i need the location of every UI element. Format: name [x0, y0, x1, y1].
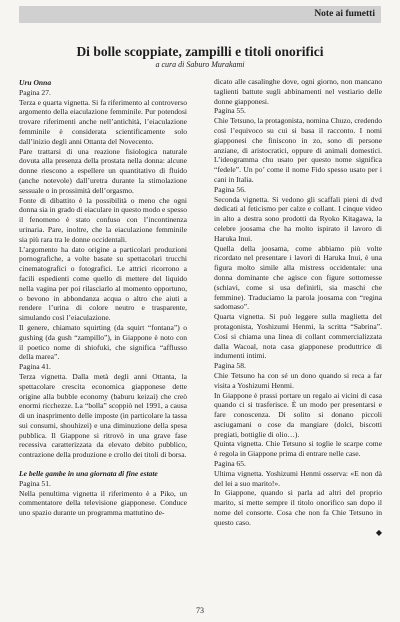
body-paragraph: Pagina 65. — [214, 459, 246, 469]
body-paragraph: In Giappone, quando si parla ad altri del proprio marito, si mette sempre il titolo onorifico san dopo il nome del consorte. Cosa che non fa Chie Tetsuno in questo caso. — [214, 488, 382, 527]
body-paragraph: Quinta vignetta. Chie Tetsuno si toglie le scarpe come è regola in Giappone prima di entrare nelle case. — [214, 439, 382, 459]
page-number: 73 — [196, 606, 204, 615]
left-text-column — [19, 78, 187, 518]
body-paragraph: Pagina 56. — [214, 184, 246, 194]
running-header-bar — [19, 6, 381, 23]
body-paragraph: Il genere, chiamato squirting (da squirt “fontana”) o gushing (da gush “zampillo”), in Giappone è noto con il poetico nome di shiofuki, che significa “afflusso della marea”. — [19, 322, 187, 362]
section-heading: Le belle gambe in una giornata di fine estate — [19, 469, 158, 479]
body-paragraph: Pagina 55. — [214, 106, 246, 116]
section-heading: Uru Onna — [19, 78, 52, 87]
end-of-article-icon: ◆ — [375, 527, 382, 537]
body-paragraph: Quella della joosama, come abbiamo più volte ricordato nel presentare i lavori di Haruka Inui, è una figura molto simile alla mistress occidentale: una donna dominante che agisce con figure sottomesse (schiavi, come si usa definirli, sia maschi che femmine). Traduciamo la parola joosama con “regina sadomaso”. — [214, 243, 382, 312]
body-paragraph: Pare trattarsi di una reazione fisiologica naturale dovuta alla presenza della prostata nella donna: alcune donne riescono a espellere un quantitativo di fluido (anche notevole) dall’uretra durante la stimolazione sessuale o in prossimità dell’orgasmo. — [19, 146, 187, 195]
body-paragraph: Terza vignetta. Dalla metà degli anni Ottanta, la spettacolare crescita economica giapponese dette origine alla bubble economy (baburu keizai) che creò enormi ricchezze. La “bolla” scoppiò nel 1991, a causa di un inasprimento delle imposte (in particolare la tassa sui consumi, shouhizei) e una diminuzione della spesa pubblica. Il Giappone si ritrovò in una grave fase recessiva caratterizzata da elevato debito pubblico, contrazione della produzione e crollo dei titoli di borsa. — [19, 371, 187, 460]
article-title: Di bolle scoppiate, zampilli e titoli onorifici — [76, 44, 324, 59]
body-paragraph: Pagina 58. — [214, 361, 246, 371]
body-paragraph: Terza e quarta vignetta. Si fa riferimento al controverso argomento della eiaculazione femminile. Pur potendosi trovare riferimenti anche nell’antichità, l’eiaculazione femminile è considerata scientificamente solo dall’inizio degli anni Ottanta del Novecento. — [19, 97, 187, 146]
body-paragraph: Pagina 27. — [19, 87, 51, 97]
body-paragraph: Quarta vignetta. Si può leggere sulla maglietta del protagonista, Yoshizumi Henmi, la scritta “Sabrina”. Così si chiama una linea di collant commercializzata dalla Wacoal, nota casa giapponese produttrice di indumenti intimi. — [214, 312, 382, 361]
body-paragraph: Seconda vignetta. Si vedono gli scaffali pieni di dvd dedicati al feticismo per calze e collant. I cinque video in alto a destra sono prodotti da Ryoko Kitagawa, la celebre joosama che ha molto ispirato il lavoro di Haruka Inui. — [214, 194, 382, 243]
body-paragraph: In Giappone è prassi portare un regalo ai vicini di casa quando ci si trasferisce. È un modo per presentarsi e fare conoscenza. Di solito si donano piccoli asciugamani o cose da mangiare (dolci, biscotti pregiati, bottiglie di olio…). — [214, 390, 382, 439]
running-header-title: Note ai fumetti — [314, 9, 375, 19]
article-byline: a cura di Saburo Murakami — [155, 60, 245, 69]
section-spacer — [19, 460, 187, 469]
body-paragraph: Ultima vignetta. Yoshizumi Henmi osserva: «E non dà del lei a suo marito!». — [214, 468, 382, 488]
right-text-column — [214, 77, 382, 537]
body-paragraph: Pagina 41. — [19, 362, 51, 372]
body-paragraph: Chie Tetsuno ha con sé un dono quando si reca a far visita a Yoshizumi Henmi. — [214, 370, 382, 390]
body-paragraph: Pagina 51. — [19, 478, 51, 488]
body-paragraph: L’argomento ha dato origine a particolari produzioni pornografiche, a volte basate su spettacolari trucchi cinematografici o fotografici. Le attrici ricorrono a facili espedienti come quello di mettere del liquido nella vagina per poi rilasciarlo al momento opportuno, o bevono in abbondanza acqua o altro che aiuti a rendere l’urina di colore neutro e trasparente, simulando così l’eiaculazione. — [19, 244, 187, 323]
body-paragraph: Fonte di dibattito è la possibilità o meno che ogni donna sia in grado di eiaculare in questo modo e spesso il fenomeno è stato confuso con l’incontinenza urinaria. Pare, inoltre, che la eiaculazione femminile sia più rara tra le donne occidentali. — [19, 195, 187, 244]
body-paragraph: dicato alle casalinghe dove, ogni giorno, non mancano taglienti battute sugli abbinamenti nel vestiario delle donne giapponesi. — [214, 77, 382, 106]
body-paragraph: Chie Tetsuno, la protagonista, nomina Chuzo, credendo così l’equivoco su cui si basa il racconto. I nomi giapponesi che finiscono in zo, sono di persone anziane, di aristocratici, oppure di animali domestici. L’ideogramma chu usato per questo nome significa “fedele”. Un po’ come il nome Fido spesso usato per i cani in Italia. — [214, 116, 382, 184]
body-paragraph: Nella penultima vignetta il riferimento è a Piko, un commentatore della televisione giapponese. Conduce uno spazio durante un programma mattutino de- — [19, 488, 187, 518]
